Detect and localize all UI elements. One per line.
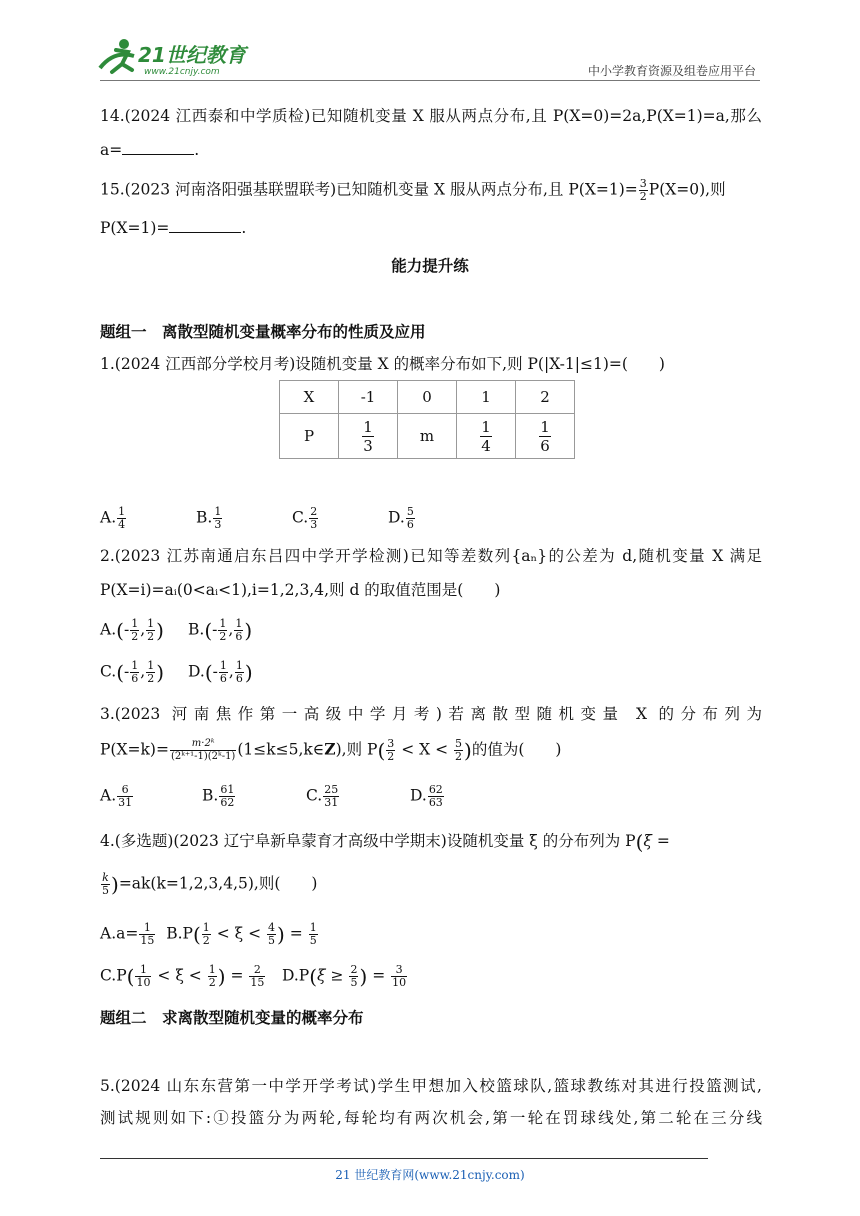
group2-heading: 题组二 求离散型随机变量的概率分布 bbox=[100, 1009, 364, 1027]
group1-heading: 题组一 离散型随机变量概率分布的性质及应用 bbox=[100, 323, 426, 341]
q4-line1: 4.(多选题)(2023 辽宁阜新阜蒙育才高级中学期末)设随机变量 ξ 的分布列为 P(ξ = bbox=[100, 830, 670, 854]
q3-option-b: B. $\frac{61}{62}$ bbox=[202, 783, 235, 809]
q2-line2: P(X=i)=aᵢ(0<aᵢ<1),i=1,2,3,4,则 d 的取值范围是( ) bbox=[100, 581, 501, 599]
svg-text:www.21cnjy.com: www.21cnjy.com bbox=[144, 67, 220, 77]
footer-text: 21 世纪教育网(www.21cnjy.com) bbox=[335, 1168, 525, 1182]
q1-stem: 1.(2024 江西部分学校月考)设随机变量 X 的概率分布如下,则 P(|X-1|≤1)=( ) bbox=[100, 355, 665, 373]
q2-option-b: B.(- $\frac{1}{2}$ , $\frac{1}{6}$ ) bbox=[188, 617, 253, 643]
q4-option-ab: A.a= $\frac{1}{15}$ B.P( $\frac{1}{2}$ < ξ < $\frac{4}{5}$ ) = $\frac{1}{5}$ bbox=[100, 921, 317, 947]
header-site-name: 中小学教育资源及组卷应用平台 bbox=[587, 64, 756, 78]
distribution-table bbox=[279, 380, 575, 459]
q3-option-d: D. $\frac{62}{63}$ bbox=[410, 783, 443, 809]
section-title: 能力提升练 bbox=[391, 257, 469, 275]
q3-line1: 3.(2023 河南焦作第一高级中学月考)若离散型随机变量 X 的分布列为 bbox=[100, 705, 762, 723]
q1-option-c: C. $\frac{2}{3}$ bbox=[292, 505, 318, 531]
fraction: $\frac{3}{2}$ bbox=[639, 177, 647, 203]
svg-text:21世纪教育: 21世纪教育 bbox=[138, 43, 246, 67]
q2-option-c: C.(- $\frac{1}{6}$ , $\frac{1}{2}$ ) bbox=[100, 659, 165, 685]
q15-line2: P(X=1)= . bbox=[100, 219, 247, 237]
q4-option-c: C.P( $\frac{1}{10}$ < ξ < $\frac{1}{2}$ ) = $\frac{2}{15}$ bbox=[100, 963, 265, 989]
q5-line1: 5.(2024 山东东营第一中学开学考试)学生甲想加入校篮球队,篮球教练对其进行投篮测试, bbox=[100, 1077, 762, 1095]
q4-line2: $\frac{k}{5}$ )=ak(k=1,2,3,4,5),则( ) bbox=[102, 871, 318, 897]
q5-line2: 测试规则如下:①投篮分为两轮,每轮均有两次机会,第一轮在罚球线处,第二轮在三分线 bbox=[100, 1109, 762, 1127]
q14-line1: 14.(2024 江西泰和中学质检)已知随机变量 X 服从两点分布,且 P(X=0)=2a,P(X=1)=a,那么 bbox=[100, 107, 762, 125]
q1-option-d: D. $\frac{5}{6}$ bbox=[388, 505, 414, 531]
q3-line2: P(X=k)= $\frac{\text{m·2ᵏ}}{\text{(2ᵏ⁺¹-1)(2ᵏ-1)}}$ (1≤k≤5,k∈Z),则 P( $\frac{3}{2}$ < X < $\frac{5}{2}$ )的值为( ) bbox=[100, 737, 562, 763]
table-row: X -1 0 1 2 bbox=[280, 381, 575, 414]
footer-divider bbox=[100, 1158, 708, 1159]
q1-option-b: B. $\frac{1}{3}$ bbox=[196, 505, 222, 531]
q4-option-d: D.P(ξ ≥ $\frac{2}{5}$ ) = $\frac{3}{10}$ bbox=[282, 963, 407, 989]
answer-blank bbox=[169, 218, 241, 233]
logo-icon bbox=[94, 36, 254, 78]
q3-option-c: C. $\frac{25}{31}$ bbox=[306, 783, 339, 809]
header-divider bbox=[100, 80, 760, 81]
q2-option-d: D.(- $\frac{1}{6}$ , $\frac{1}{6}$ ) bbox=[188, 659, 253, 685]
table-row: P $\frac{1}{3}$ m $\frac{1}{4}$ $\frac{1}{6}$ bbox=[280, 414, 575, 459]
answer-blank bbox=[122, 140, 194, 155]
q1-option-a: A. $\frac{1}{4}$ bbox=[100, 505, 126, 531]
q15-line1: 15.(2023 河南洛阳强基联盟联考)已知随机变量 X 服从两点分布,且 P(X=1)= $\frac{3}{2}$ P(X=0),则 bbox=[100, 177, 726, 203]
q3-option-a: A. $\frac{6}{31}$ bbox=[100, 783, 133, 809]
q14-line2: a= . bbox=[100, 141, 200, 159]
q2-line1: 2.(2023 江苏南通启东吕四中学开学检测)已知等差数列{aₙ}的公差为 d,随机变量 X 满足 bbox=[100, 547, 762, 565]
q2-option-a: A.(- $\frac{1}{2}$ , $\frac{1}{2}$ ) bbox=[100, 617, 164, 643]
